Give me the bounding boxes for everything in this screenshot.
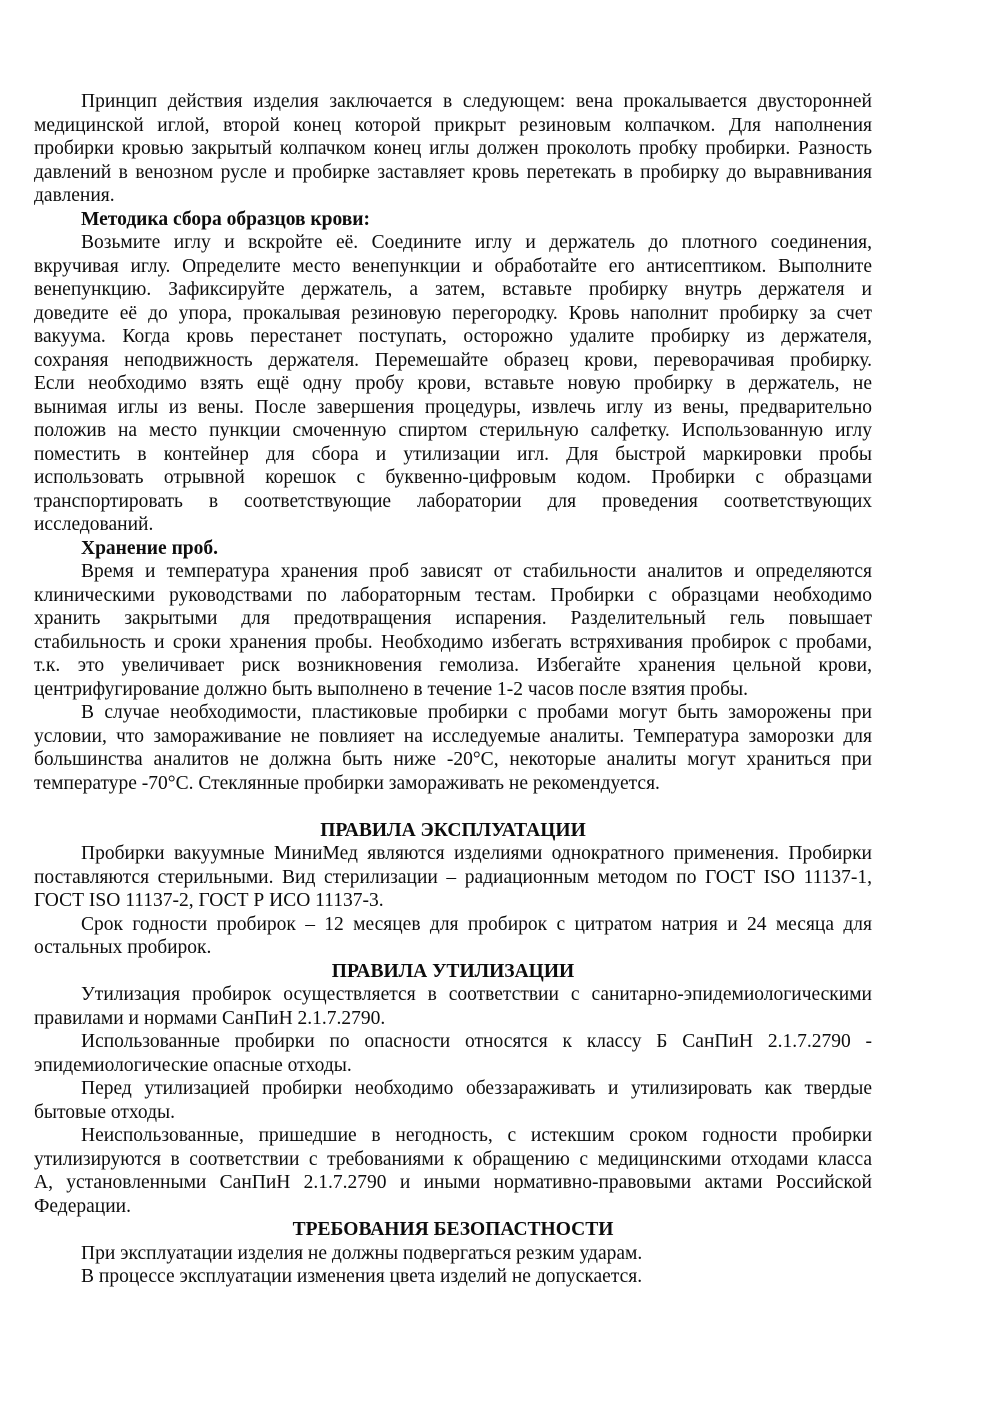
text-line: В случае необходимости, пластиковые пробирки с пробами могут быть заморожены при bbox=[81, 702, 872, 723]
paragraph bbox=[34, 90, 872, 208]
text-line: транспортировать в соответствующие лаборатории для проведения соответствующих bbox=[34, 490, 872, 512]
text-line: сохраняя неподвижность держателя. Перемешайте образец крови, переворачивая пробирку. bbox=[34, 349, 872, 371]
text-line: бытовые отходы. bbox=[34, 1101, 175, 1123]
subsection-heading: Хранение проб. bbox=[81, 537, 219, 559]
text-line: стабильность и сроки хранения пробы. Необходимо избегать встряхивания пробирок с пробами, bbox=[34, 631, 872, 653]
subsection-heading: Методика сбора образцов крови: bbox=[81, 208, 371, 230]
text-line: положив на место пункции смоченную спиртом стерильную салфетку. Использованную иглу bbox=[34, 420, 872, 441]
paragraph bbox=[34, 1242, 872, 1266]
text-line: температуре -70°С. Стеклянные пробирки замораживать не рекомендуется. bbox=[34, 772, 660, 794]
text-line: доведите её до упора, прокалывая резиновую перегородку. Кровь наполнит пробирку за счет bbox=[34, 302, 872, 324]
text-line: вынимая иглы из вены. После завершения процедуры, извлечь иглу из вены, предварительно bbox=[34, 396, 872, 418]
text-line: вакуума. Когда кровь перестанет поступать, осторожно удалите пробирку из держателя, bbox=[34, 326, 872, 347]
text-line: эпидемиологические опасные отходы. bbox=[34, 1054, 352, 1076]
text-line: ГОСТ ISO 11137-2, ГОСТ Р ИСО 11137-3. bbox=[34, 890, 384, 911]
text-line: Если необходимо взять ещё одну пробу крови, вставьте новую пробирку в держатель, не bbox=[34, 373, 872, 394]
section-heading: ТРЕБОВАНИЯ БЕЗОПАСТНОСТИ bbox=[292, 1219, 614, 1240]
text-line: При эксплуатации изделия не должны подвергаться резким ударам. bbox=[81, 1242, 643, 1264]
text-line: центрифугирование должно быть выполнено в течение 1-2 часов после взятия пробы. bbox=[34, 678, 748, 700]
text-line: А, установленными СанПиН 2.1.7.2790 и иными нормативно-правовыми актами Российской bbox=[34, 1172, 872, 1193]
paragraph bbox=[34, 842, 872, 913]
paragraph bbox=[34, 983, 872, 1030]
text-line: Пробирки вакуумные МиниМед являются изделиями однократного применения. Пробирки bbox=[81, 843, 872, 864]
paragraph bbox=[34, 231, 872, 537]
text-line: Утилизация пробирок осуществляется в соответствии с санитарно-эпидемиологическими bbox=[81, 984, 872, 1005]
text-line: использовать отрывной корешок с буквенно-цифровым кодом. Пробирки с образцами bbox=[34, 467, 872, 488]
text-line: поставляются стерильными. Вид стерилизации – радиационным методом по ГОСТ ISO 11137-1, bbox=[34, 866, 872, 888]
paragraph bbox=[34, 701, 872, 795]
vertical-spacer bbox=[34, 795, 872, 819]
text-line: т.к. это увеличивает риск возникновения гемолиза. Избегайте хранения цельной крови, bbox=[34, 655, 872, 676]
text-line: Возьмите иглу и вскройте её. Соедините иглу и держатель до плотного соединения, bbox=[81, 232, 872, 253]
text-line: Федерации. bbox=[34, 1195, 131, 1217]
text-line: Перед утилизацией пробирки необходимо обеззараживать и утилизировать как твердые bbox=[81, 1078, 872, 1099]
text-line: венепункцию. Зафиксируйте держатель, а затем, вставьте пробирку внутрь держателя и bbox=[34, 279, 872, 300]
text-line: хранить закрытыми для предотвращения испарения. Разделительный гель повышает bbox=[34, 608, 872, 629]
paragraph bbox=[34, 560, 872, 701]
text-line: большинства аналитов не должна быть ниже -20°С, некоторые аналиты могут храниться при bbox=[34, 749, 872, 770]
section-heading: ПРАВИЛА ЭКСПЛУАТАЦИИ bbox=[320, 819, 586, 841]
text-line: пробирки кровью закрытый колпачком конец иглы должен проколоть пробку пробирки. Разность bbox=[34, 138, 872, 159]
text-line: Время и температура хранения проб зависят от стабильности аналитов и определяются bbox=[81, 561, 872, 582]
text-line: остальных пробирок. bbox=[34, 937, 212, 958]
text-line: давлений в венозном русле и пробирке заставляет кровь перетекать в пробирку до выравнивания bbox=[34, 161, 872, 183]
paragraph bbox=[34, 1265, 872, 1289]
text-line: вкручивая иглу. Определите место венепункции и обработайте его антисептиком. Выполните bbox=[34, 255, 872, 277]
text-line: Использованные пробирки по опасности относятся к классу Б СанПиН 2.1.7.2790 - bbox=[81, 1031, 872, 1052]
paragraph bbox=[34, 1030, 872, 1077]
text-line: медицинской иглой, второй конец которой прикрыт резиновым колпачком. Для наполнения bbox=[34, 114, 872, 136]
paragraph bbox=[34, 1124, 872, 1218]
paragraph bbox=[34, 1077, 872, 1124]
document-body bbox=[34, 90, 872, 1289]
text-line: поместить в контейнер для сбора и утилизации игл. Для быстрой маркировки пробы bbox=[34, 443, 872, 465]
paragraph bbox=[34, 913, 872, 960]
text-line: клиническими руководствами по лабораторным тестам. Пробирки с образцами необходимо bbox=[34, 584, 872, 606]
section-heading: ПРАВИЛА УТИЛИЗАЦИИ bbox=[331, 960, 575, 982]
text-line: Срок годности пробирок – 12 месяцев для пробирок с цитратом натрия и 24 месяца для bbox=[81, 913, 872, 935]
text-line: Неиспользованные, пришедшие в негодность, с истекшим сроком годности пробирки bbox=[81, 1125, 872, 1146]
text-line: Принцип действия изделия заключается в следующем: вена прокалывается двусторонней bbox=[81, 91, 872, 112]
text-line: давления. bbox=[34, 185, 115, 206]
text-line: условии, что замораживание не повлияет на исследуемые аналиты. Температура заморозки для bbox=[34, 725, 872, 747]
text-line: утилизируются в соответствии с требованиями к обращению с медицинскими отходами класса bbox=[34, 1148, 872, 1170]
text-line: исследований. bbox=[34, 514, 154, 535]
text-line: В процессе эксплуатации изменения цвета изделий не допускается. bbox=[81, 1266, 643, 1287]
text-line: правилами и нормами СанПиН 2.1.7.2790. bbox=[34, 1007, 386, 1029]
